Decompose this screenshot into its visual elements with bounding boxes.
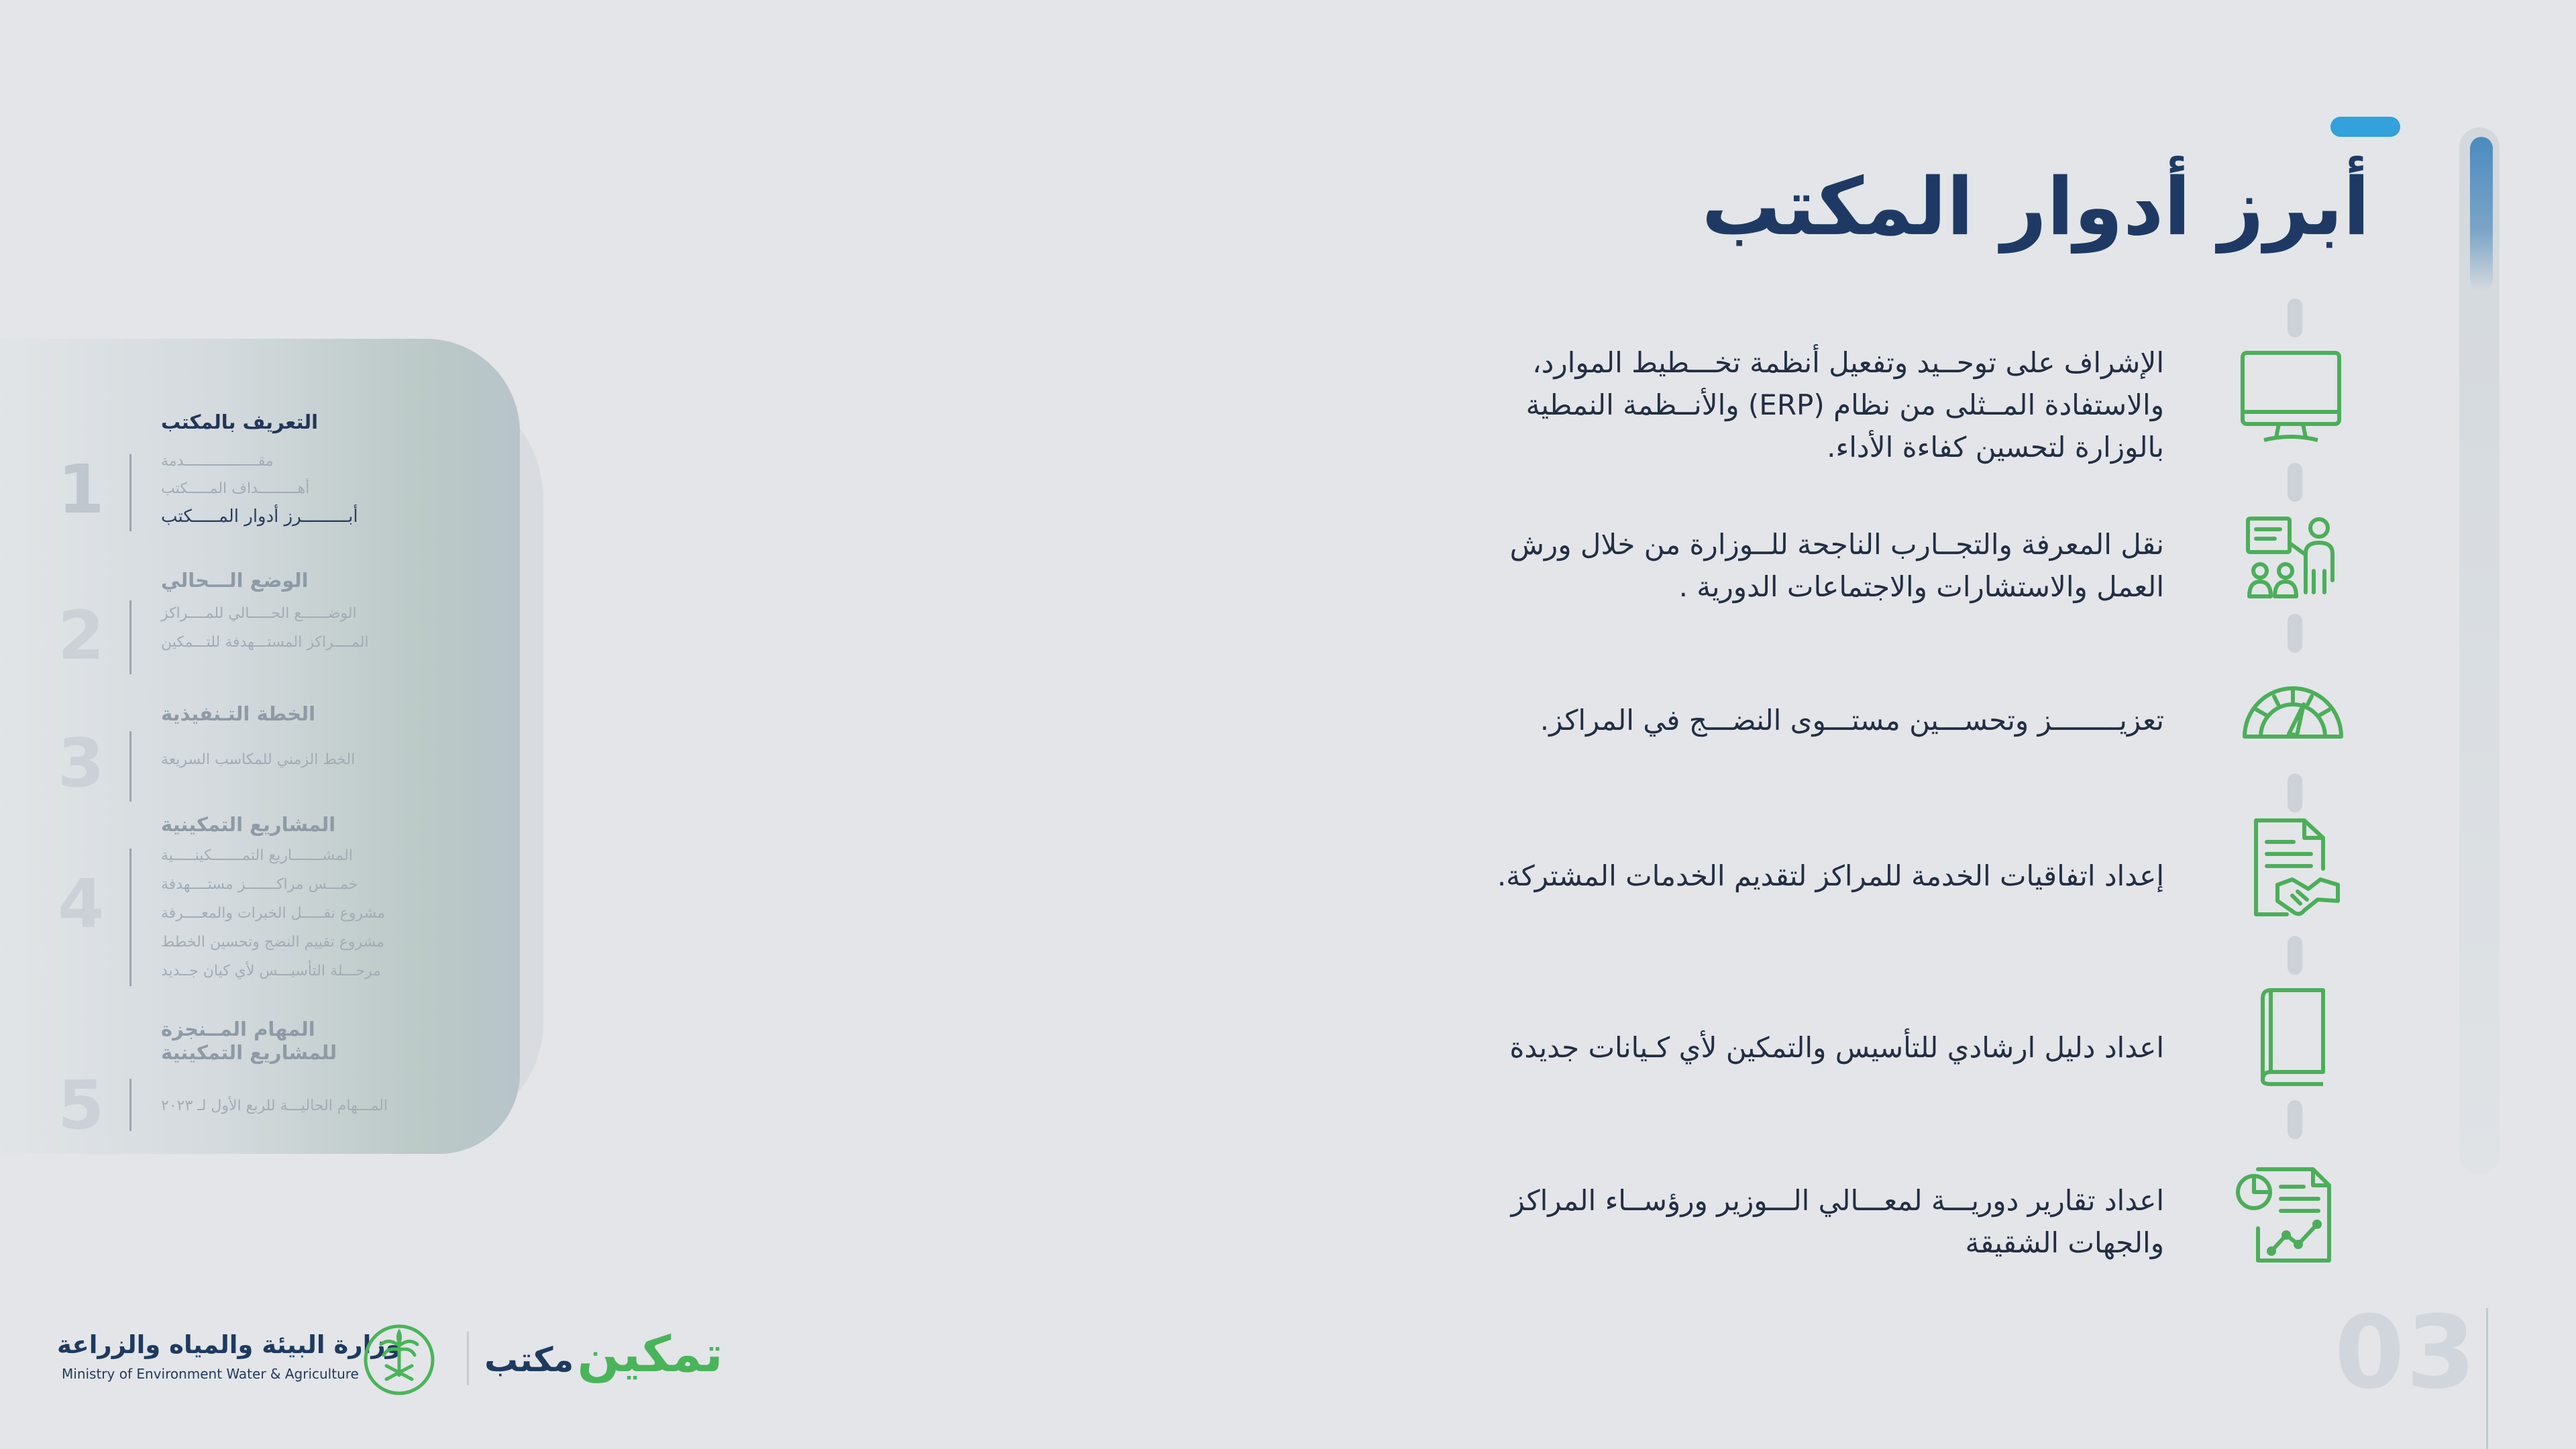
ministry-name-en: Ministry of Environment Water & Agriculture <box>62 1366 359 1382</box>
office-logo-word: مكتب <box>484 1340 574 1379</box>
timeline-connector <box>2288 936 2302 975</box>
toc-item[interactable]: مرحـــلة التأسيـــس لأي كيان جــديد <box>161 963 381 979</box>
toc-section-heading-line2[interactable]: للمشاريع التمكينية <box>161 1041 337 1064</box>
toc-item[interactable]: مشروع نقـــــل الخبرات والمعــــرفة <box>161 905 386 922</box>
toc-section-heading[interactable]: المشاريع التمكينية <box>161 813 336 836</box>
office-logo-name: تمكين <box>577 1326 723 1383</box>
page-number: 03 <box>2334 1295 2477 1411</box>
role-text-line: الإشراف على توحــيد وتفعيل أنظمة تخـــطيط الموارد، <box>1532 346 2164 379</box>
role-text-line: والجهات الشقيقة <box>1965 1226 2164 1259</box>
role-text-line: بالوزارة لتحسين كفاءة الأداء. <box>1827 431 2164 464</box>
toc-section-number: 5 <box>58 1066 105 1144</box>
computer-monitor-icon <box>2237 347 2345 448</box>
toc-divider-line <box>129 600 131 674</box>
role-item-erp <box>1526 341 2164 468</box>
toc-item[interactable]: المـــهام الحاليـــة للربع الأول لـ ٢٠٢٣ <box>161 1097 388 1114</box>
role-item-guide <box>1509 1026 2164 1069</box>
timeline-connector <box>2288 463 2302 502</box>
vertical-scrollbar-thumb[interactable] <box>2470 137 2493 291</box>
role-text-line: نقل المعرفة والتجــارب الناجحة للــوزارة من خلال ورش <box>1509 528 2164 561</box>
role-text-line: اعداد تقارير دوريـــة لمعـــالي الـــوزير ورؤســاء المراكز <box>1511 1184 2164 1217</box>
toc-divider-line <box>129 731 131 802</box>
role-item-knowledge-transfer <box>1510 523 2164 608</box>
toc-item[interactable]: خمـــس مراكـــــــز مستــــهدفة <box>161 876 358 893</box>
timeline-connector <box>2288 299 2302 337</box>
role-text-line: إعداد اتفاقيات الخدمة للمراكز لتقديم الخدمات المشتركة. <box>1497 859 2164 892</box>
role-item-maturity <box>1540 699 2164 741</box>
office-tamkeen-logo <box>484 1326 723 1383</box>
timeline-connector <box>2288 1100 2302 1139</box>
ministry-palm-logo-icon <box>362 1323 436 1399</box>
toc-divider-line <box>129 849 131 986</box>
toc-section-number: 2 <box>58 596 105 675</box>
role-text-line: اعداد دليل ارشادي للتأسيس والتمكين لأي كـيانات جديدة <box>1509 1031 2164 1064</box>
footer-separator <box>467 1332 469 1385</box>
ministry-name-ar: وزارة البيئة والمياه والزراعة <box>57 1330 401 1359</box>
toc-item[interactable]: الخط الزمني للمكاسب السريعة <box>161 751 356 768</box>
toc-section-heading[interactable]: الوضع الـــحالي <box>161 569 309 592</box>
toc-divider-line <box>129 1079 131 1131</box>
training-presentation-icon <box>2244 513 2345 600</box>
toc-item-active[interactable]: أبـــــــــرز أدوار المـــــكتب <box>161 506 358 527</box>
timeline-connector <box>2288 773 2302 812</box>
agreement-handshake-icon <box>2251 815 2351 922</box>
role-text-line: والاستفادة المــثلى من نظام (ERP) والأنــظمة النمطية <box>1525 388 2164 421</box>
title-accent-bar <box>2330 117 2400 137</box>
gauge-meter-icon <box>2239 678 2347 745</box>
role-text-line: العمل والاستشارات والاجتماعات الدورية . <box>1678 570 2164 603</box>
guide-book-icon <box>2256 986 2330 1087</box>
toc-section-heading[interactable]: المهام المــنجزة <box>161 1018 315 1040</box>
toc-section-heading[interactable]: التعريف بالمكتب <box>161 411 319 433</box>
toc-item[interactable]: المشـــــــاريع التمـــــــكينـــــية <box>161 847 353 864</box>
toc-section-number: 4 <box>58 865 105 943</box>
toc-item[interactable]: المــــراكز المستـــهدفة للتـــمكين <box>161 634 369 651</box>
role-text-line: تعزيــــــــز وتحســـين مستـــوى النضـــج في المراكز. <box>1540 704 2164 737</box>
toc-item[interactable]: مقـــــــــــــــــدمة <box>161 453 274 470</box>
report-chart-icon <box>2234 1164 2334 1265</box>
toc-section-heading[interactable]: الخطة التـنفيذية <box>161 702 316 725</box>
toc-section-number: 3 <box>58 724 105 802</box>
toc-divider-line <box>129 454 131 531</box>
toc-section-number: 1 <box>58 450 105 529</box>
toc-item[interactable]: مشروع تقييم النضج وتحسين الخطط <box>161 934 385 951</box>
toc-item[interactable]: أهـــــــــداف المـــــكتب <box>161 480 310 497</box>
page-title: أبرز أدوار المكتب <box>1701 160 2370 253</box>
page-number-divider <box>2486 1308 2488 1449</box>
timeline-connector <box>2288 614 2302 653</box>
role-item-service-agreements <box>1497 855 2164 897</box>
role-item-reports <box>1511 1179 2164 1264</box>
toc-item[interactable]: الوضــــــع الحـــــالي للمــــراكز <box>161 605 357 622</box>
